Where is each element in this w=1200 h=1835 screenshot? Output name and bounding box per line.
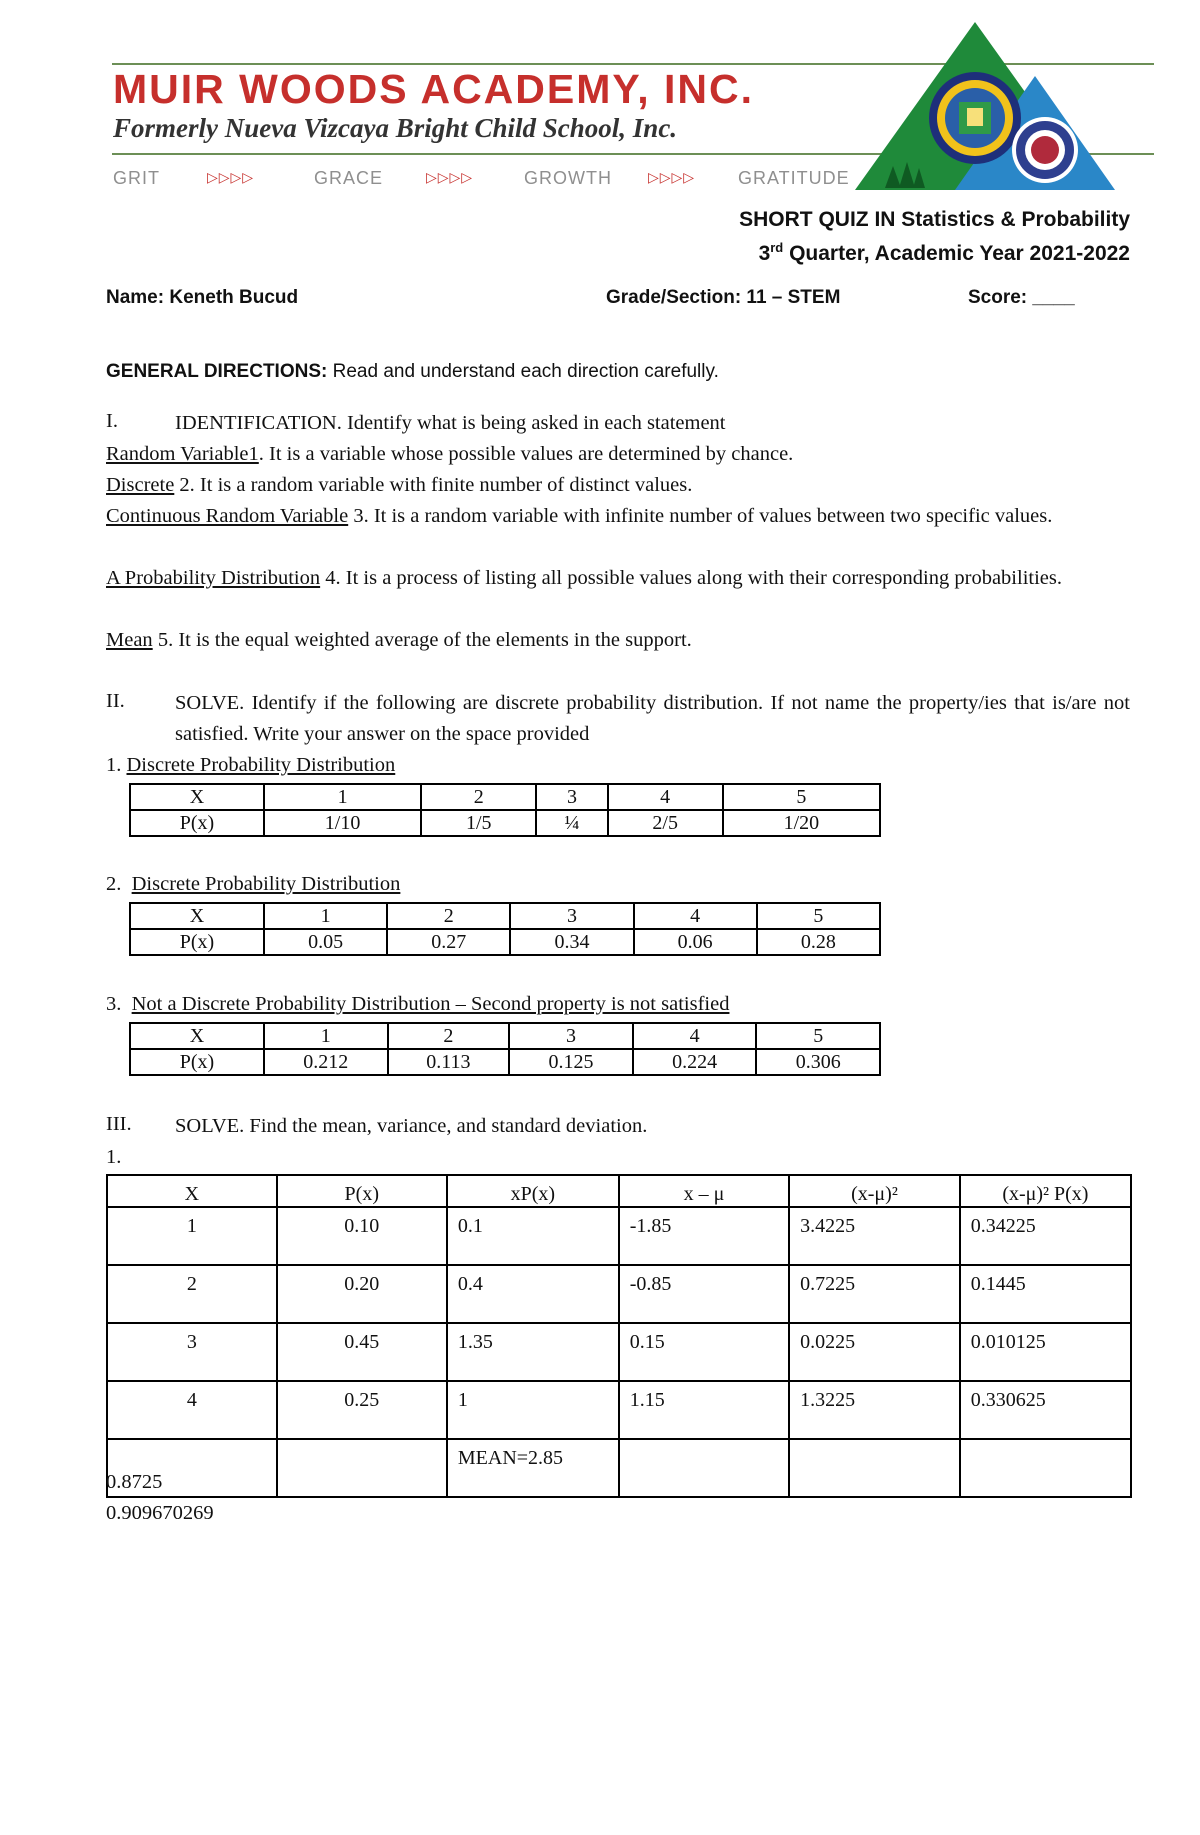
part3-numeral: III. — [106, 1113, 132, 1135]
part1-answer: Continuous Random Variable — [106, 505, 349, 527]
part3-item-number: 1. — [106, 1146, 122, 1168]
part1-item: Random Variable1. It is a variable whose possible values are determined by chance. — [106, 443, 794, 465]
score-field: Score: ____ — [968, 287, 1075, 308]
part2-answer: Discrete Probability Distribution — [126, 754, 396, 776]
part1-answer: Random Variable1 — [106, 443, 259, 465]
part2-heading: SOLVE. Identify if the following are discrete probability distribution. If not name the property/ies that is/are not satisfied. Write your answer on the space provided — [175, 692, 1130, 745]
part2-problem: 3. Not a Discrete Probability Distribution – Second property is not satisfied — [106, 993, 730, 1015]
distribution-table — [129, 902, 881, 956]
motto-arrows: ▷▷▷▷ — [426, 170, 474, 186]
table-row: 2 0.20 0.4 -0.85 0.7225 0.1445 — [107, 1265, 1131, 1323]
motto-gratitude: GRATITUDE — [738, 168, 850, 188]
motto-grace: GRACE — [314, 168, 384, 188]
school-former-name: Formerly Nueva Vizcaya Bright Child School, Inc. — [113, 113, 678, 143]
motto-arrows: ▷▷▷▷ — [648, 170, 696, 186]
quiz-title — [739, 206, 1130, 268]
motto-arrows: ▷▷▷▷ — [207, 170, 255, 186]
mean-variance-table — [106, 1174, 1132, 1498]
part1-answer: Mean — [106, 629, 153, 651]
part2-problem: 2. Discrete Probability Distribution — [106, 873, 401, 895]
table-row: 1 0.10 0.1 -1.85 3.4225 0.34225 — [107, 1207, 1131, 1265]
motto-grit: GRIT — [113, 168, 160, 188]
motto-growth: GROWTH — [524, 168, 612, 188]
distribution-table — [129, 1022, 881, 1076]
part2-numeral: II. — [106, 690, 125, 712]
table-row: P(x) 0.212 0.113 0.125 0.224 0.306 — [130, 1049, 880, 1075]
part1-numeral: I. — [106, 410, 118, 432]
table-header-row: X P(x) xP(x) x – μ (x-μ)² (x-μ)² P(x) — [107, 1175, 1131, 1207]
part1-item: A Probability Distribution 4. It is a process of listing all possible values along with their corresponding probabilities. — [106, 567, 1062, 589]
part1-heading: IDENTIFICATION. Identify what is being asked in each statement — [175, 412, 726, 434]
school-logo-triangles — [855, 18, 1125, 193]
part1-item: Discrete 2. It is a random variable with finite number of distinct values. — [106, 474, 693, 496]
part2-answer: Not a Discrete Probability Distribution – Second property is not satisfied — [131, 993, 730, 1015]
distribution-table — [129, 783, 881, 837]
part2-problem: 1. Discrete Probability Distribution — [106, 754, 396, 776]
school-seal-icon — [929, 72, 1021, 164]
mean-result: MEAN=2.85 — [447, 1439, 619, 1497]
student-name: Name: Keneth Bucud — [106, 287, 299, 308]
grade-section: Grade/Section: 11 – STEM — [606, 287, 841, 308]
quiz-title-line1: SHORT QUIZ IN Statistics & Probability — [739, 208, 1130, 231]
variance-result: 0.8725 — [106, 1471, 163, 1493]
table-row: 4 0.25 1 1.15 1.3225 0.330625 — [107, 1381, 1131, 1439]
table-row: X 1 2 3 4 5 — [130, 784, 880, 810]
school-name: MUIR WOODS ACADEMY, INC. — [113, 66, 754, 112]
part1-item: Mean 5. It is the equal weighted average of the elements in the support. — [106, 629, 692, 651]
quiz-title-line2: 3rd Quarter, Academic Year 2021-2022 — [758, 240, 1130, 265]
table-row: 3 0.45 1.35 0.15 0.0225 0.010125 — [107, 1323, 1131, 1381]
part3-heading: SOLVE. Find the mean, variance, and standard deviation. — [175, 1115, 648, 1137]
deped-seal-icon — [1012, 117, 1078, 183]
table-row: P(x) 1/10 1/5 ¼ 2/5 1/20 — [130, 810, 880, 836]
std-dev-result: 0.909670269 — [106, 1502, 214, 1524]
general-directions: GENERAL DIRECTIONS: Read and understand each direction carefully. — [106, 361, 719, 382]
part1-item: Continuous Random Variable 3. It is a random variable with infinite number of values between two specific values. — [106, 505, 1053, 527]
part1-answer: Discrete — [106, 474, 175, 496]
table-row: X 1 2 3 4 5 — [130, 903, 880, 929]
table-row: P(x) 0.05 0.27 0.34 0.06 0.28 — [130, 929, 880, 955]
table-row: X 1 2 3 4 5 — [130, 1023, 880, 1049]
part1-answer: A Probability Distribution — [106, 567, 321, 589]
part2-answer: Discrete Probability Distribution — [131, 873, 401, 895]
